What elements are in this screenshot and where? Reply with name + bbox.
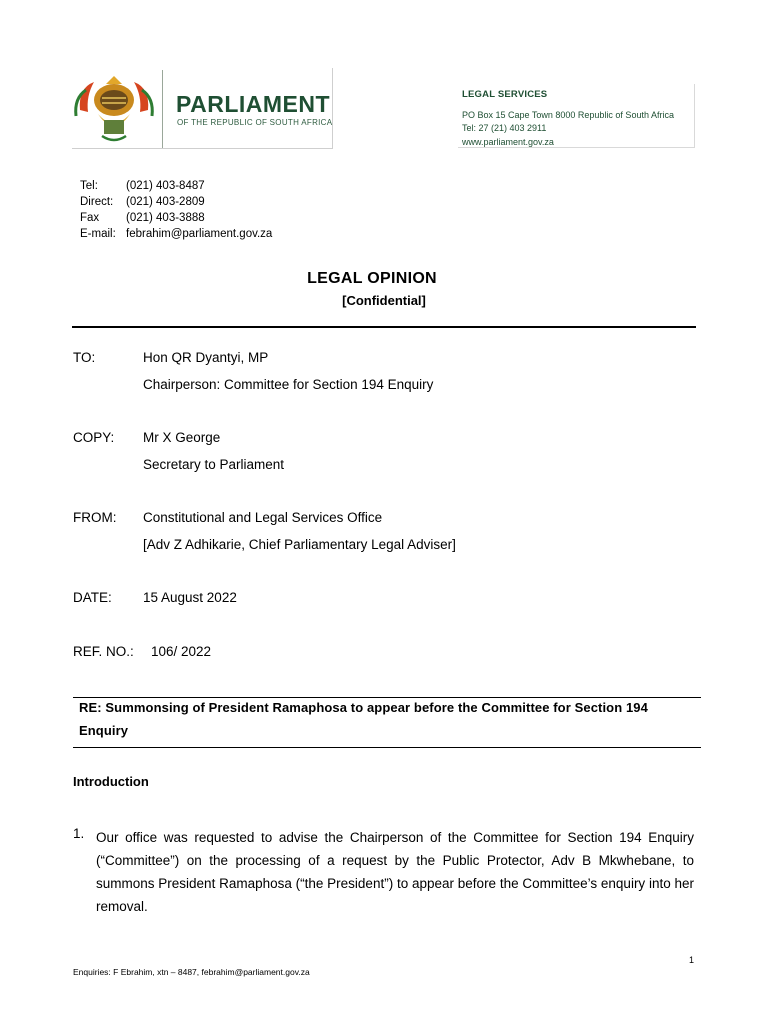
to-name: Hon QR Dyantyi, MP [143,350,269,365]
to-label: TO: [73,350,96,365]
parliament-subtitle: OF THE REPUBLIC OF SOUTH AFRICA [177,118,333,127]
coat-of-arms-icon [72,70,156,146]
ref-label: REF. NO.: [73,644,134,659]
from-office: Constitutional and Legal Services Office [143,510,383,525]
fax-label: Fax [80,212,100,224]
copy-name: Mr X George [143,430,221,445]
email-value[interactable]: febrahim@parliament.gov.za [126,228,273,240]
from-label: FROM: [73,510,117,525]
legal-services-phone: Tel: 27 (21) 403 2911 [462,123,547,133]
footer-enquiries: Enquiries: F Ebrahim, xtn – 8487, febrahim@parliament.gov.za [73,967,310,977]
parliament-name: PARLIAMENT [176,91,331,117]
to-title: Chairperson: Committee for Section 194 Enquiry [143,377,434,392]
ref-value: 106/ 2022 [151,644,212,659]
legal-services-title: LEGAL SERVICES [462,89,548,100]
copy-label: COPY: [73,430,115,445]
email-label: E-mail: [80,228,116,240]
document-title: LEGAL OPINION [307,270,437,287]
paragraph-text: Our office was requested to advise the Chairperson of the Committee for Section 194 Enquiry (“Committee”) on the processing of a request by the Public Protector, Adv B Mkwhebane, to summons President Ramaphosa (“the President”) to appear before the Committee’s enquiry into her removal. [96,830,694,914]
fax-value: (021) 403-3888 [126,212,205,224]
introduction-heading: Introduction [73,774,149,789]
copy-title: Secretary to Parliament [143,457,285,472]
legal-services-website[interactable]: www.parliament.gov.za [462,137,554,147]
date-value: 15 August 2022 [143,590,237,605]
tel-label: Tel: [80,180,98,192]
title-rule [72,326,696,328]
from-person: [Adv Z Adhikarie, Chief Parliamentary Legal Adviser] [143,537,456,552]
page-number: 1 [689,955,695,965]
tel-value: (021) 403-8487 [126,180,205,192]
paragraph-number: 1. [73,826,85,841]
direct-label: Direct: [80,196,114,208]
date-label: DATE: [73,590,112,605]
document-subtitle: [Confidential] [342,293,426,308]
direct-value: (021) 403-2809 [126,196,205,208]
re-subject: RE: Summonsing of President Ramaphosa to appear before the Committee for Section 194 Enquiry [79,700,648,738]
logo-divider [162,70,163,148]
legal-services-address: PO Box 15 Cape Town 8000 Republic of South Africa [462,110,674,120]
re-bottom-rule [73,747,701,748]
